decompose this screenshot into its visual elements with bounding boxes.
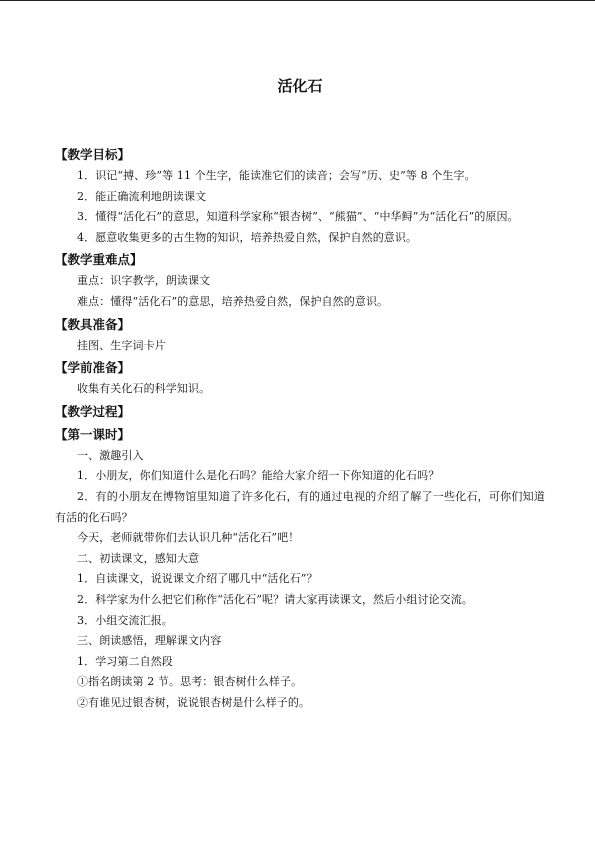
process-line: 1．小朋友，你们知道什么是化石吗？能给大家介绍一下你知道的化石吗？ bbox=[77, 469, 440, 483]
process-line: 2．科学家为什么把它们称作“活化石”呢？请大家再读课文，然后小组讨论交流。 bbox=[77, 592, 473, 606]
section-heading-key-points: 【教学重难点】 bbox=[55, 252, 143, 268]
objective-item-1: 1．识记“搏、珍”等 11 个生字，能读准它们的读音；会写“历、史”等 8 个生字。 bbox=[77, 169, 476, 182]
section-heading-first-lesson: 【第一课时】 bbox=[55, 426, 131, 442]
process-line: 今天，老师就带你们去认识几种“活化石”吧！ bbox=[77, 531, 300, 545]
process-line: ②有谁见过银杏树，说说银杏树是什么样子的。 bbox=[77, 695, 311, 709]
section-heading-teaching-aids: 【教具准备】 bbox=[55, 316, 131, 332]
objective-item-2: 2．能正确流利地朗读课文 bbox=[77, 189, 207, 203]
process-step-first-reading: 二、初读课文，感知大意 bbox=[77, 551, 200, 565]
section-heading-process: 【教学过程】 bbox=[55, 403, 131, 419]
process-line: 3．小组交流汇报。 bbox=[77, 613, 173, 627]
process-step-intro: 一、激趣引入 bbox=[77, 448, 144, 462]
key-point: 重点：识字教学，朗读课文 bbox=[77, 274, 211, 288]
objective-item-4: 4．愿意收集更多的古生物的知识，培养热爱自然，保护自然的意识。 bbox=[77, 230, 418, 244]
process-line: ①指名朗读第 2 节。思考：银杏树什么样子。 bbox=[77, 675, 303, 689]
teaching-aids-text: 挂图、生字词卡片 bbox=[77, 338, 166, 352]
process-step-reading-comprehension: 三、朗读感悟，理解课文内容 bbox=[77, 634, 222, 648]
section-heading-objectives: 【教学目标】 bbox=[55, 147, 131, 162]
objective-item-3: 3．懂得“活化石”的意思，知道科学家称“银杏树”、“熊猫”、“中华鲟”为“活化石”的原因。 bbox=[77, 210, 519, 224]
process-line: 2．有的小朋友在博物馆里知道了许多化石，有的通过电视的介绍了解了一些化石，可你们知道有活的化石吗？ bbox=[55, 489, 545, 524]
process-line: 1．自读课文，说说课文介绍了哪几中“活化石”？ bbox=[77, 572, 318, 586]
document-title: 活化石 bbox=[277, 77, 323, 95]
document-body bbox=[55, 143, 545, 713]
process-line: 1．学习第二自然段 bbox=[77, 654, 173, 668]
preparation-text: 收集有关化石的科学知识。 bbox=[77, 382, 211, 396]
difficult-point: 难点：懂得“活化石”的意思，培养热爱自然，保护自然的意识。 bbox=[77, 294, 389, 308]
section-heading-preparation: 【学前准备】 bbox=[55, 360, 131, 376]
top-border-line bbox=[0, 0, 595, 1]
